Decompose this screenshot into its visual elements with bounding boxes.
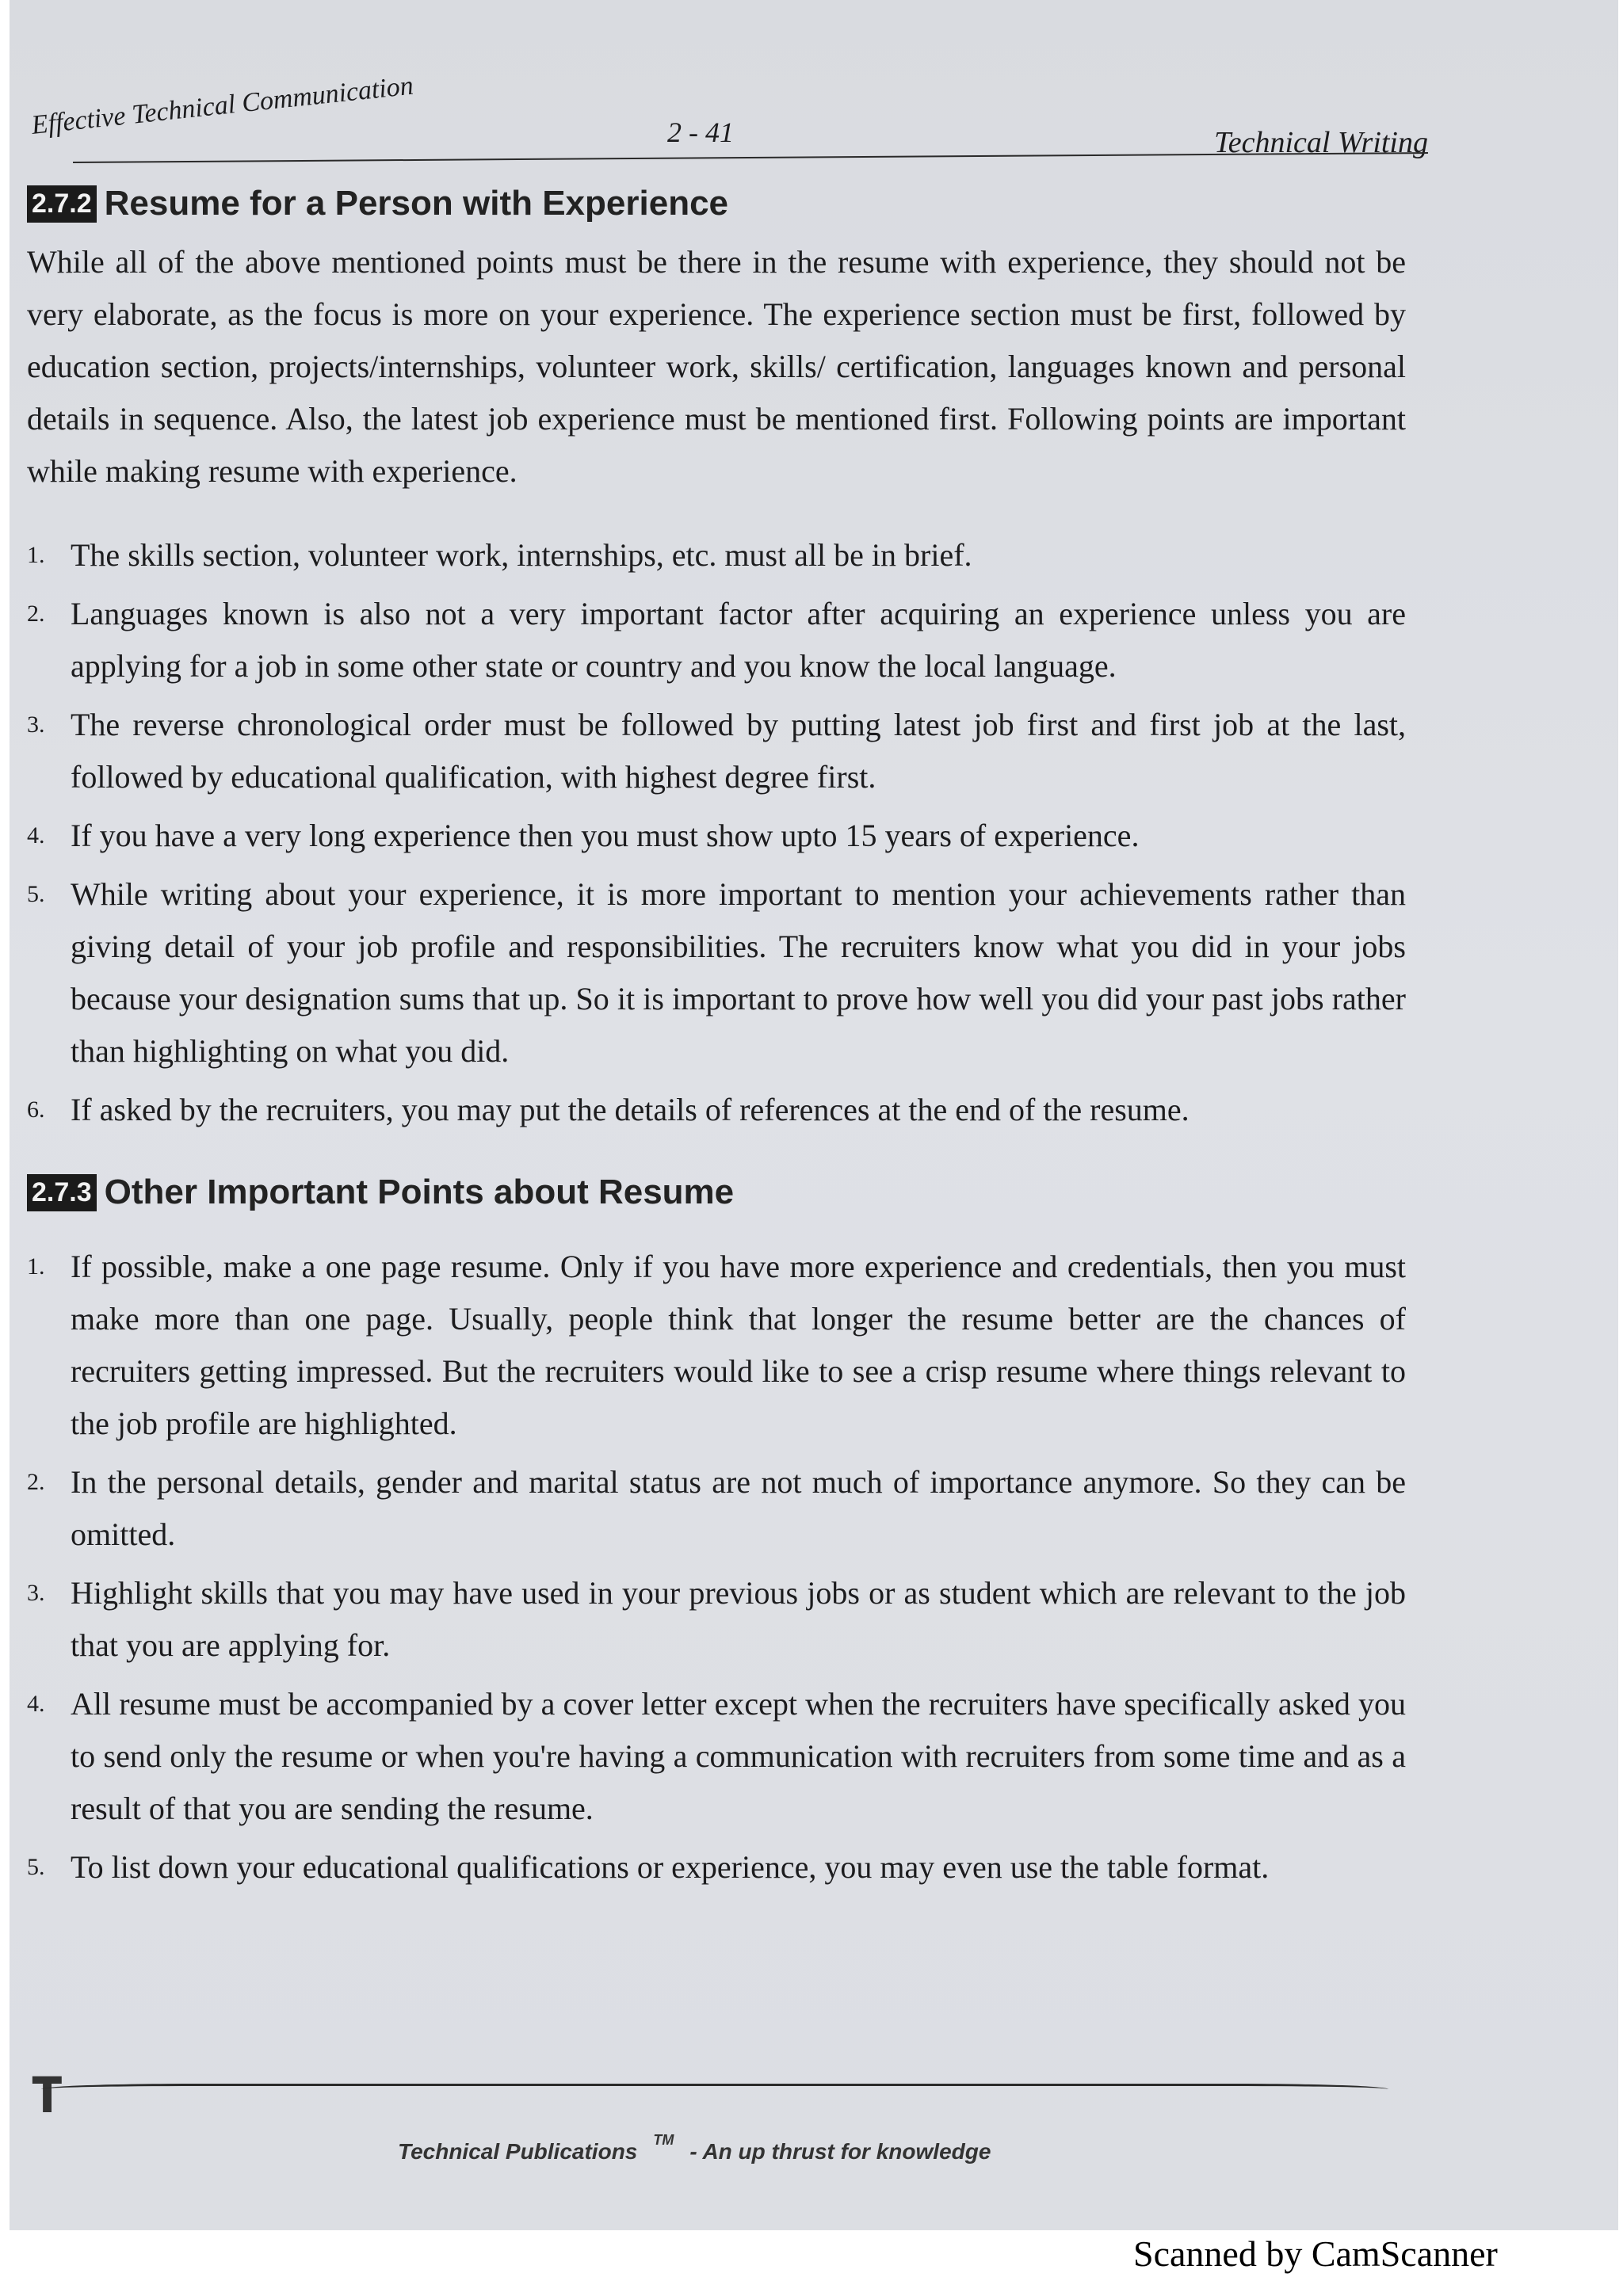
list-item-text: The reverse chronological order must be followed by putting latest job first and first job at the last, followed by educational qualification, with highest degree first. [71, 707, 1406, 795]
list-item-text: The skills section, volunteer work, internships, etc. must all be in brief. [71, 537, 972, 573]
list-item-number: 6. [27, 1097, 45, 1123]
list-item-text: If asked by the recruiters, you may put the details of references at the end of the resume. [71, 1092, 1190, 1127]
trademark: TM [653, 2132, 674, 2148]
experience-points-list [27, 529, 1406, 1142]
list-item-text: If you have a very long experience then you must show upto 15 years of experience. [71, 818, 1140, 853]
section-number: 2.7.3 [27, 1174, 97, 1211]
scanned-page [10, 0, 1618, 2230]
footer [398, 2132, 991, 2164]
intro-paragraph: While all of the above mentioned points must be there in the resume with experience, they should not be very elaborate, as the focus is more on your experience. The experience section must be first, followed by education section, projects/internships, volunteer work, skills/ certification, languages known and personal details in sequence. Also, the latest job experience must be mentioned first. Following points are important while making resume with experience. [27, 244, 1406, 489]
publisher-name: Technical Publications [398, 2139, 638, 2164]
list-item-number: 3. [27, 711, 45, 738]
section-title: Resume for a Person with Experience [104, 184, 729, 223]
footer-rule [41, 2084, 1388, 2089]
other-points-list [27, 1241, 1406, 1900]
list-item-number: 5. [27, 881, 45, 907]
list-item-number: 5. [27, 1854, 45, 1880]
list-item [27, 868, 1406, 1077]
list-item [27, 1841, 1406, 1894]
list-item-number: 2. [27, 601, 45, 627]
publisher-logo-icon: 𝐓 [32, 2069, 63, 2122]
list-item-number: 4. [27, 822, 45, 849]
list-item [27, 529, 1406, 582]
list-item-number: 1. [27, 542, 45, 568]
list-item-number: 3. [27, 1580, 45, 1606]
section-heading-2-7-2 [27, 184, 728, 223]
list-item [27, 1567, 1406, 1672]
section-number: 2.7.2 [27, 185, 97, 223]
list-item [27, 588, 1406, 692]
page-number: 2 - 41 [667, 116, 734, 148]
list-item-text: Languages known is also not a very important factor after acquiring an experience unless you are applying for a job in some other state or country and you know the local language. [71, 596, 1406, 684]
list-item-text: Highlight skills that you may have used in your previous jobs or as student which are relevant to the job that you are applying for. [71, 1575, 1406, 1663]
publisher-tagline: - An up thrust for knowledge [689, 2139, 991, 2164]
list-item [27, 1084, 1406, 1136]
chapter-title: Technical Writing [1214, 126, 1428, 159]
list-item [27, 699, 1406, 803]
list-item [27, 1456, 1406, 1561]
section-heading-2-7-3 [27, 1173, 734, 1212]
book-title: Effective Technical Communication [30, 71, 415, 141]
list-item-text: All resume must be accompanied by a cover letter except when the recruiters have specifically asked you to send only the resume or when you're having a communication with recruiters from some time and as a result of that you are sending the resume. [71, 1686, 1406, 1826]
list-item-number: 4. [27, 1691, 45, 1717]
list-item-text: In the personal details, gender and marital status are not much of importance anymore. So they can be omitted. [71, 1464, 1406, 1552]
list-item-text: To list down your educational qualifications or experience, you may even use the table format. [71, 1849, 1270, 1885]
list-item-number: 1. [27, 1253, 45, 1280]
list-item-text: While writing about your experience, it is more important to mention your achievements rather than giving detail of your job profile and responsibilities. The recruiters know what you did in your jobs because your designation sums that up. So it is important to prove how well you did your past jobs rather than highlighting on what you did. [71, 876, 1406, 1069]
scanner-watermark: Scanned by CamScanner [1133, 2233, 1498, 2274]
section-title: Other Important Points about Resume [104, 1173, 735, 1211]
list-item-text: If possible, make a one page resume. Only if you have more experience and credentials, then you must make more than one page. Usually, people think that longer the resume better are the chances of recruiters getting impressed. But the recruiters would like to see a crisp resume where things relevant to the job profile are highlighted. [71, 1249, 1406, 1441]
list-item [27, 1241, 1406, 1450]
list-item-number: 2. [27, 1469, 45, 1495]
list-item [27, 1678, 1406, 1835]
list-item [27, 810, 1406, 862]
